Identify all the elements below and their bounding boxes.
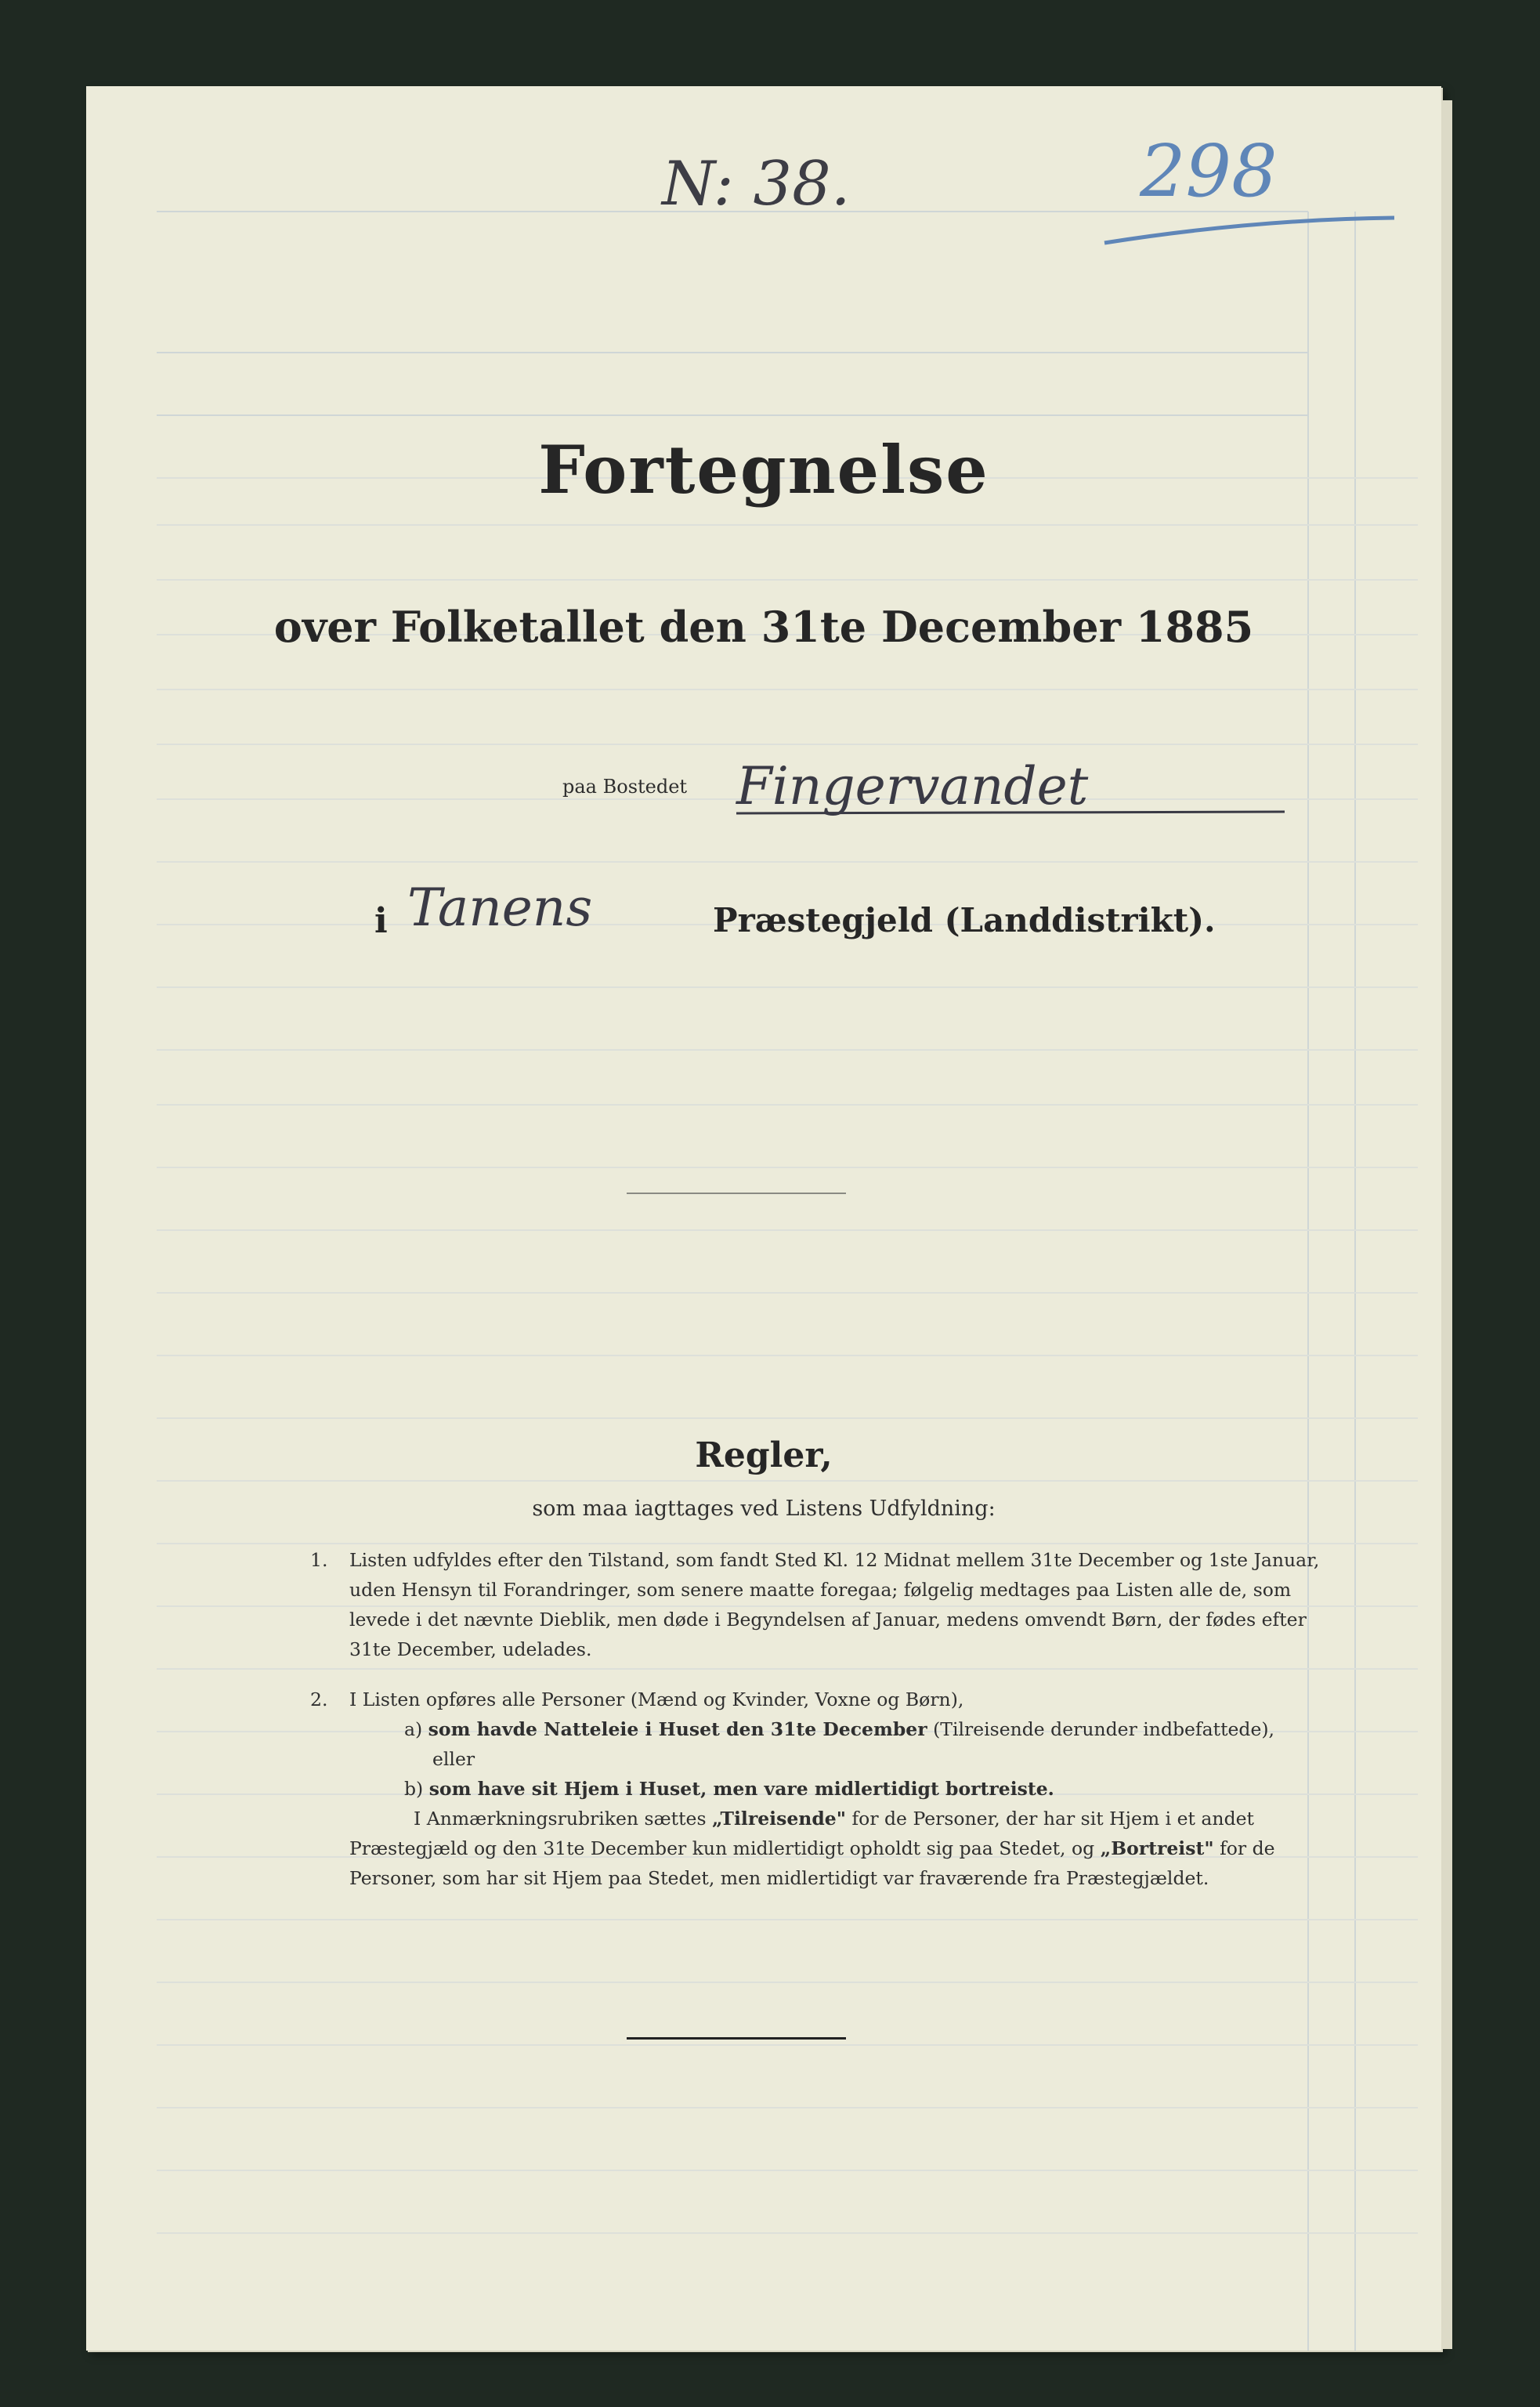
rule-line: I Listen opføres alle Personer (Mænd og Kvinder, Voxne og Børn),: [349, 1689, 964, 1710]
place-value: Fingervandet: [736, 756, 1089, 816]
rule-item-2: [310, 1685, 1321, 1893]
sub-a-rest: (Tilreisende derunder indbefattede),: [933, 1718, 1275, 1740]
place-label: paa Bostedet: [562, 776, 688, 798]
form-title: Fortegnelse: [538, 431, 989, 509]
rule-number: 1.: [310, 1549, 328, 1571]
archive-number: N: 38.: [662, 149, 851, 219]
sub-a-bold: som havde Natteleie i Huset den 31te December: [428, 1718, 927, 1740]
note-term-tilreisende: „Tilreisende": [712, 1808, 846, 1830]
rule-else: eller: [432, 1748, 475, 1770]
rule-item-1: [310, 1545, 1321, 1664]
rule-text: Listen udfyldes efter den Tilstand, som fandt Sted Kl. 12 Midnat mellem 31te December og 1ste Januar, uden Hensyn til Forandringer, som senere maatte foregaa; følgelig medtages paa Listen alle de, som levede i det nævnte Dieblik, men døde i Begyndelsen af Januar, medens omvendt Børn, der fødes efter 31te December, udelades.: [349, 1549, 1320, 1660]
parish-value: Tanens: [407, 878, 593, 938]
sub-b-bold: som have sit Hjem i Huset, men vare midlertidigt bortreiste.: [428, 1778, 1054, 1800]
sub-b-marker: b): [404, 1778, 424, 1800]
page-edge: [1441, 100, 1452, 2349]
rules-heading: Regler,: [695, 1435, 833, 1475]
census-form-page: [86, 86, 1441, 2351]
rule-note: [349, 1804, 1321, 1893]
note-part: I Anmærkningsrubriken sættes: [414, 1808, 707, 1830]
page-number-underline: [1097, 204, 1410, 251]
page-number: 298: [1140, 129, 1278, 213]
rule-sub-a: [404, 1714, 1321, 1744]
rules-intro: som maa iagttages ved Listens Udfyldning:: [532, 1497, 996, 1521]
parish-prefix: i: [374, 901, 388, 941]
rule-number: 2.: [310, 1689, 328, 1710]
sub-a-marker: a): [404, 1718, 423, 1740]
place-underline: [736, 805, 1300, 821]
note-part: for de Personer, der har sit Hjem i et andet Præstegjæld og den 31te December kun midlertidigt opholdt sig paa Stedet, og: [349, 1808, 1254, 1859]
form-subtitle: over Folketallet den 31te December 1885: [273, 602, 1254, 652]
divider-top: [627, 1193, 846, 1194]
note-term-bortreist: „Bortreist": [1100, 1837, 1214, 1859]
bleed-through-lines: [86, 86, 1441, 2351]
rule-sub-b: [404, 1774, 1321, 1804]
parish-suffix: Præstegjeld (Landdistrikt).: [713, 901, 1216, 939]
divider-bottom: [627, 2037, 846, 2040]
note-part: for de Personer, som har sit Hjem paa Stedet, men midlertidigt var fraværende fra Præstegjældet.: [349, 1837, 1275, 1889]
